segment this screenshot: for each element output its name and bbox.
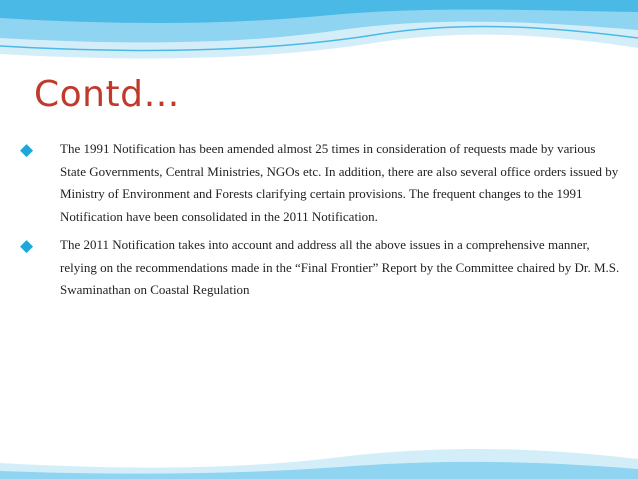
bullet-text: The 2011 Notification takes into account and address all the above issues in a comprehensive manner, relying on the recommendations made in the “Final Frontier” Report by the Committee chaired by Dr. M.S. Swaminathan on Coastal Regulation [60,237,620,297]
footer-wave-decoration [0,439,638,479]
bullet-text: The 1991 Notification has been amended almost 25 times in consideration of requests made by various State Governments, Central Ministries, NGOs etc. In addition, there are also several office orders issued by Ministry of Environment and Forests clarifying certain provisions. The frequent changes to the 1991 Notification have been consolidated in the 2011 Notification. [60,141,619,224]
slide-title: Contd… [34,74,180,115]
diamond-bullet-icon: ◆ [20,236,34,256]
bullet-item [20,138,620,228]
header-wave-decoration [0,0,638,80]
bullet-item [20,234,620,302]
diamond-bullet-icon: ◆ [20,140,34,160]
bullet-list [20,138,620,308]
